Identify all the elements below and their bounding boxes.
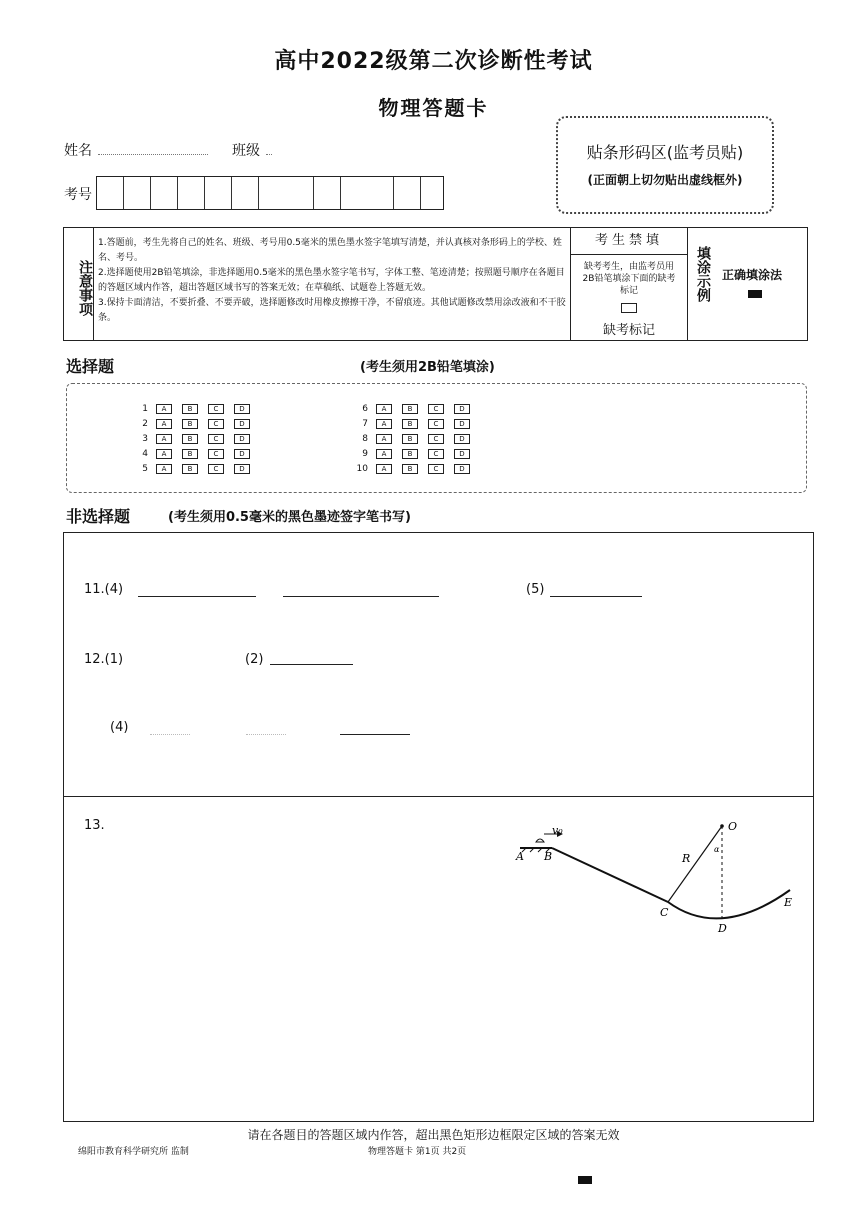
notice-panel: [63, 227, 808, 341]
q12-label: 12.(1): [84, 652, 124, 667]
id-label: 考号: [64, 187, 92, 203]
fill-example: [688, 228, 807, 340]
mc-option-bubble[interactable]: C: [428, 449, 444, 459]
q11-answer-line-5[interactable]: [550, 596, 642, 597]
q11-answer-line-4[interactable]: [138, 596, 256, 597]
mc-option-bubble[interactable]: A: [376, 419, 392, 429]
mc-option-bubble[interactable]: D: [454, 434, 470, 444]
mc-option-bubble[interactable]: B: [182, 419, 198, 429]
notice-item: 2.选择题使用2B铅笔填涂，非选择题用0.5毫米的黑色墨水签字笔书写，字体工整、笔迹清楚；按照题号顺序在各题目的答题区域内作答，超出答题区域书写的答案无效；在草稿纸、试题卷上答题无效。: [98, 268, 565, 293]
ban-text: 缺考考生，由监考员用2B铅笔填涂下面的缺考标记: [582, 262, 676, 296]
mc-question-number: 3: [142, 434, 148, 444]
mc-option-bubble[interactable]: B: [402, 419, 418, 429]
notice-item: 3.保持卡面清洁，不要折叠、不要弄破，选择题修改时用橡皮擦擦干净，不留痕迹。其他试题修改禁用涂改液和不干胶条。: [98, 298, 566, 323]
mc-option-bubble[interactable]: D: [454, 449, 470, 459]
mc-option-bubble[interactable]: D: [234, 419, 250, 429]
footer-warning: 请在各题目的答题区域内作答，超出黑色矩形边框限定区域的答案无效: [247, 1128, 620, 1142]
footer-publisher: 绵阳市教育科学研究所 监制: [78, 1147, 189, 1157]
answer-sheet-title: 物理答题卡: [378, 96, 489, 120]
mc-option-bubble[interactable]: C: [428, 464, 444, 474]
mc-section-title: 选择题: [66, 357, 115, 376]
mc-question-number: 6: [362, 404, 368, 414]
example-text: 正确填涂法: [722, 268, 783, 282]
absent-mark-area: [570, 228, 688, 340]
mc-option-bubble[interactable]: A: [156, 434, 172, 444]
notice-text: [98, 236, 568, 326]
incline-bc: [552, 848, 668, 902]
mc-question-row: [350, 449, 480, 459]
q12-answer-line-4c[interactable]: [340, 734, 410, 735]
mc-instruction: (考生须用2B铅笔填涂): [360, 360, 495, 375]
mc-question-number: 10: [356, 464, 368, 474]
id-number-boxes[interactable]: [96, 176, 444, 210]
mc-option-bubble[interactable]: A: [376, 434, 392, 444]
timing-mark: [578, 1176, 592, 1184]
q11-part5-label: (5): [526, 582, 545, 597]
mc-question-row: [130, 404, 260, 414]
label-d: D: [718, 922, 727, 935]
mc-option-bubble[interactable]: A: [156, 449, 172, 459]
mc-question-row: [130, 434, 260, 444]
mc-option-bubble[interactable]: C: [208, 449, 224, 459]
label-e: E: [784, 896, 793, 909]
label-alpha: α: [714, 845, 720, 854]
mc-option-bubble[interactable]: D: [234, 449, 250, 459]
mc-question-number: 5: [142, 464, 148, 474]
barcode-area: [556, 116, 774, 214]
mc-option-bubble[interactable]: D: [234, 434, 250, 444]
mc-option-bubble[interactable]: C: [428, 404, 444, 414]
mc-option-bubble[interactable]: A: [376, 449, 392, 459]
q12-answer-line-4a[interactable]: [150, 734, 190, 735]
notice-side-label: 注意事项: [64, 228, 94, 340]
mc-option-bubble[interactable]: A: [376, 404, 392, 414]
exam-title: 高中2022级第二次诊断性考试: [274, 49, 593, 74]
mc-question-number: 4: [142, 449, 148, 459]
q12-part2-label: (2): [245, 652, 264, 667]
physics-figure: [510, 814, 800, 938]
label-o: O: [728, 820, 738, 833]
mc-option-bubble[interactable]: D: [234, 404, 250, 414]
free-section-title: 非选择题: [66, 507, 131, 526]
q12-answer-line-4b[interactable]: [246, 734, 286, 735]
q11-answer-line-4b[interactable]: [283, 596, 439, 597]
mc-option-bubble[interactable]: D: [454, 419, 470, 429]
name-label: 姓名: [64, 143, 92, 159]
mc-option-bubble[interactable]: B: [182, 449, 198, 459]
free-instruction: (考生须用0.5毫米的黑色墨迹签字笔书写): [168, 510, 411, 525]
mc-question-row: [130, 464, 260, 474]
label-v0: v₀: [552, 824, 563, 837]
block-icon: [536, 839, 544, 842]
ban-title: 考生禁填: [571, 228, 687, 255]
mc-question-row: [130, 419, 260, 429]
mc-option-bubble[interactable]: A: [156, 404, 172, 414]
q13-label: 13.: [84, 818, 105, 833]
label-a: A: [516, 850, 524, 863]
barcode-title: 贴条形码区(监考员贴): [586, 143, 744, 162]
q12-part4-label: (4): [110, 720, 129, 735]
mc-question-number: 9: [362, 449, 368, 459]
q11-label: 11.(4): [84, 582, 124, 597]
mc-option-bubble[interactable]: C: [208, 419, 224, 429]
notice-item: 1.答题前，考生先将自己的姓名、班级、考号用0.5毫米的黑色墨水签字笔填写清楚，并认真核对条形码上的学校、姓名、考号。: [98, 238, 562, 263]
label-b: B: [544, 850, 553, 863]
arc-cde: [668, 890, 793, 918]
mc-question-number: 7: [362, 419, 368, 429]
mc-question-row: [130, 449, 260, 459]
mc-option-bubble[interactable]: B: [402, 449, 418, 459]
example-label: 填涂示例: [695, 246, 711, 302]
mc-option-bubble[interactable]: C: [428, 419, 444, 429]
mc-option-bubble[interactable]: B: [402, 404, 418, 414]
mc-option-bubble[interactable]: B: [182, 464, 198, 474]
mc-option-bubble[interactable]: B: [182, 404, 198, 414]
mc-option-bubble[interactable]: B: [182, 434, 198, 444]
mc-option-bubble[interactable]: B: [402, 434, 418, 444]
name-field[interactable]: [98, 154, 208, 155]
mc-option-bubble[interactable]: A: [376, 464, 392, 474]
label-c: C: [660, 906, 669, 919]
mc-question-row: [350, 434, 480, 444]
mc-option-bubble[interactable]: C: [208, 434, 224, 444]
mc-option-bubble[interactable]: D: [454, 464, 470, 474]
mc-question-row: [350, 464, 480, 474]
mc-question-number: 8: [362, 434, 368, 444]
mc-option-bubble[interactable]: D: [454, 404, 470, 414]
mc-option-bubble[interactable]: C: [428, 434, 444, 444]
class-field[interactable]: [266, 154, 272, 155]
mc-option-bubble[interactable]: C: [208, 464, 224, 474]
mc-option-bubble[interactable]: D: [234, 464, 250, 474]
mc-option-bubble[interactable]: B: [402, 464, 418, 474]
label-r: R: [682, 852, 691, 865]
mc-question-row: [350, 404, 480, 414]
filled-example-mark: [748, 290, 762, 298]
mc-question-number: 1: [142, 404, 148, 414]
mc-option-bubble[interactable]: A: [156, 419, 172, 429]
mc-question-row: [350, 419, 480, 429]
class-label: 班级: [232, 143, 260, 159]
mc-option-bubble[interactable]: A: [156, 464, 172, 474]
radius-line: [668, 826, 722, 902]
question-divider: [63, 796, 814, 797]
mc-question-number: 2: [142, 419, 148, 429]
q12-answer-line-2[interactable]: [270, 664, 353, 665]
barcode-note: (正面朝上切勿贴出虚线框外): [587, 173, 743, 187]
footer-page: 物理答题卡 第1页 共2页: [368, 1147, 467, 1157]
absent-checkbox[interactable]: [621, 303, 637, 313]
mc-option-bubble[interactable]: C: [208, 404, 224, 414]
absent-mark-label: 缺考标记: [602, 323, 655, 338]
